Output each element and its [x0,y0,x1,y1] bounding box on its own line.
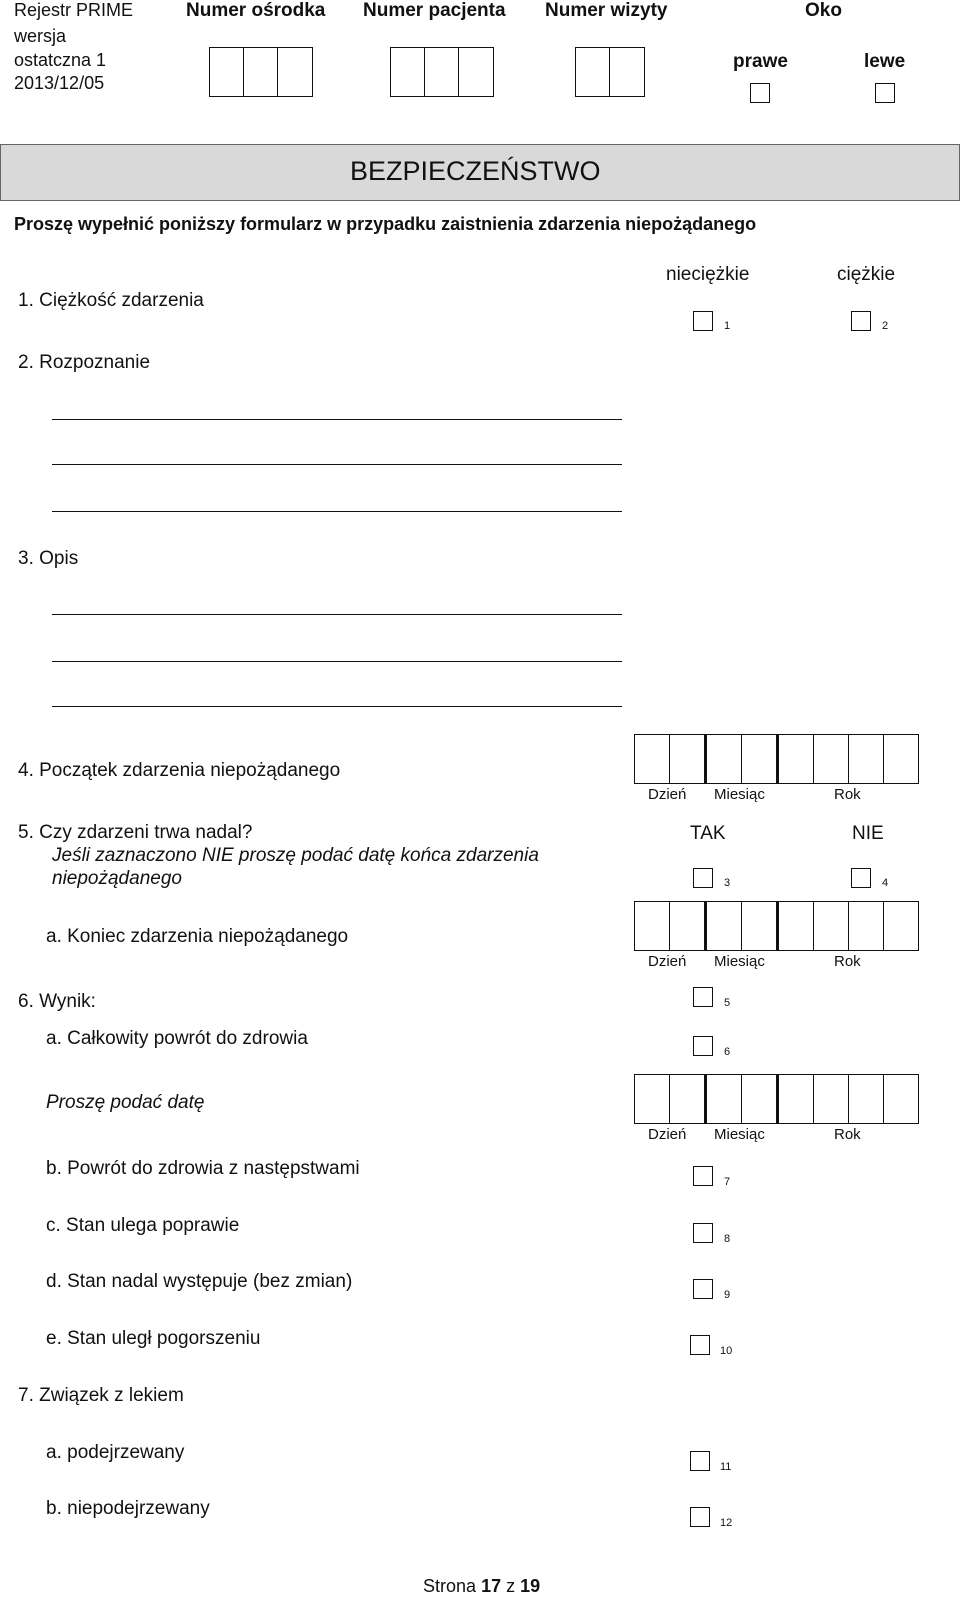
q5-label: 5. Czy zdarzeni trwa nadal? [18,822,253,843]
q6-date-prompt: Proszę podać datę [46,1092,205,1113]
q2-label: 2. Rozpoznanie [18,352,151,373]
page-title: BEZPIECZEŃSTWO [350,156,601,186]
q1-opt-b-code: 2 [882,320,889,332]
date-day-caption: Dzień [648,786,687,803]
q6-d-code: 9 [724,1289,731,1301]
q5-no-checkbox[interactable] [851,868,871,888]
q1-opt-b-label: ciężkie [837,264,896,285]
visit-number-label: Numer wizyty [545,0,668,21]
q6-b-checkbox[interactable] [693,1166,713,1186]
q2-answer-line[interactable] [52,511,622,512]
version-value: ostatczna 1 [14,50,107,70]
footer-page-number: 17 [481,1576,502,1596]
q5-yes-label: TAK [690,823,726,844]
q1-opt-b-checkbox[interactable] [851,311,871,331]
q6-d-label: d. Stan nadal występuje (bez zmian) [46,1271,353,1292]
q6-c-label: c. Stan ulega poprawie [46,1215,240,1236]
q6-c-code: 8 [724,1233,731,1245]
q1-opt-a-label: nieciężkie [666,264,750,285]
q6-main-code: 5 [724,997,731,1009]
right-eye-label: prawe [733,51,788,72]
date-month-caption: Miesiąc [714,953,765,970]
visit-number-boxes[interactable] [575,47,645,97]
center-number-label: Numer ośrodka [186,0,326,21]
patient-number-boxes[interactable] [390,47,494,97]
q5-end-date-boxes[interactable] [634,901,919,951]
q3-label: 3. Opis [18,548,79,569]
q5-no-code: 4 [882,877,889,889]
q6-e-code: 10 [720,1345,733,1357]
q3-answer-line[interactable] [52,706,622,707]
page-footer [423,1576,540,1597]
q5-yes-checkbox[interactable] [693,868,713,888]
q7-a-label: a. podejrzewany [46,1442,185,1463]
q6-recovery-date-boxes[interactable] [634,1074,919,1124]
q6-e-label: e. Stan uległ pogorszeniu [46,1328,261,1349]
q6-label: 6. Wynik: [18,991,96,1012]
version-label: wersja [14,26,67,46]
registry-name: Rejestr PRIME [14,0,134,20]
q7-b-code: 12 [720,1517,733,1529]
q1-opt-a-code: 1 [724,320,731,332]
q4-label: 4. Początek zdarzenia niepożądanego [18,760,341,781]
q6-main-checkbox[interactable] [693,987,713,1007]
version-date: 2013/12/05 [14,73,105,93]
date-day-caption: Dzień [648,1126,687,1143]
intro-text: Proszę wypełnić poniższy formularz w przypadku zaistnienia zdarzenia niepożądanego [14,214,757,234]
date-year-caption: Rok [834,786,861,803]
q2-answer-line[interactable] [52,419,622,420]
q1-opt-a-checkbox[interactable] [693,311,713,331]
left-eye-label: lewe [864,51,906,72]
q6-a-label: a. Całkowity powrót do zdrowia [46,1028,308,1049]
left-eye-checkbox[interactable] [875,83,895,103]
footer-total-pages: 19 [520,1576,541,1596]
q7-b-label: b. niepodejrzewany [46,1498,210,1519]
center-number-boxes[interactable] [209,47,313,97]
right-eye-checkbox[interactable] [750,83,770,103]
q4-date-boxes[interactable] [634,734,919,784]
q1-label: 1. Ciężkość zdarzenia [18,290,204,311]
footer-prefix: Strona [423,1576,477,1596]
eye-label: Oko [805,0,842,21]
q6-e-checkbox[interactable] [690,1335,710,1355]
q7-a-checkbox[interactable] [690,1451,710,1471]
date-month-caption: Miesiąc [714,1126,765,1143]
date-year-caption: Rok [834,953,861,970]
q5-note-line2: niepożądanego [52,868,182,889]
patient-number-label: Numer pacjenta [363,0,506,21]
q7-b-checkbox[interactable] [690,1507,710,1527]
q5-no-label: NIE [852,823,884,844]
q6-b-label: b. Powrót do zdrowia z następstwami [46,1158,360,1179]
q7-a-code: 11 [720,1461,732,1473]
date-month-caption: Miesiąc [714,786,765,803]
q5-sub-a-label: a. Koniec zdarzenia niepożądanego [46,926,349,947]
q6-c-checkbox[interactable] [693,1223,713,1243]
q6-a-checkbox[interactable] [693,1036,713,1056]
q6-a-code: 6 [724,1046,731,1058]
date-year-caption: Rok [834,1126,861,1143]
footer-mid: z [506,1576,516,1596]
q7-label: 7. Związek z lekiem [18,1385,184,1406]
q5-yes-code: 3 [724,877,731,889]
q3-answer-line[interactable] [52,614,622,615]
q5-note-line1: Jeśli zaznaczono NIE proszę podać datę końca zdarzenia [52,845,539,866]
q6-d-checkbox[interactable] [693,1279,713,1299]
date-day-caption: Dzień [648,953,687,970]
q2-answer-line[interactable] [52,464,622,465]
q6-b-code: 7 [724,1176,731,1188]
q3-answer-line[interactable] [52,661,622,662]
